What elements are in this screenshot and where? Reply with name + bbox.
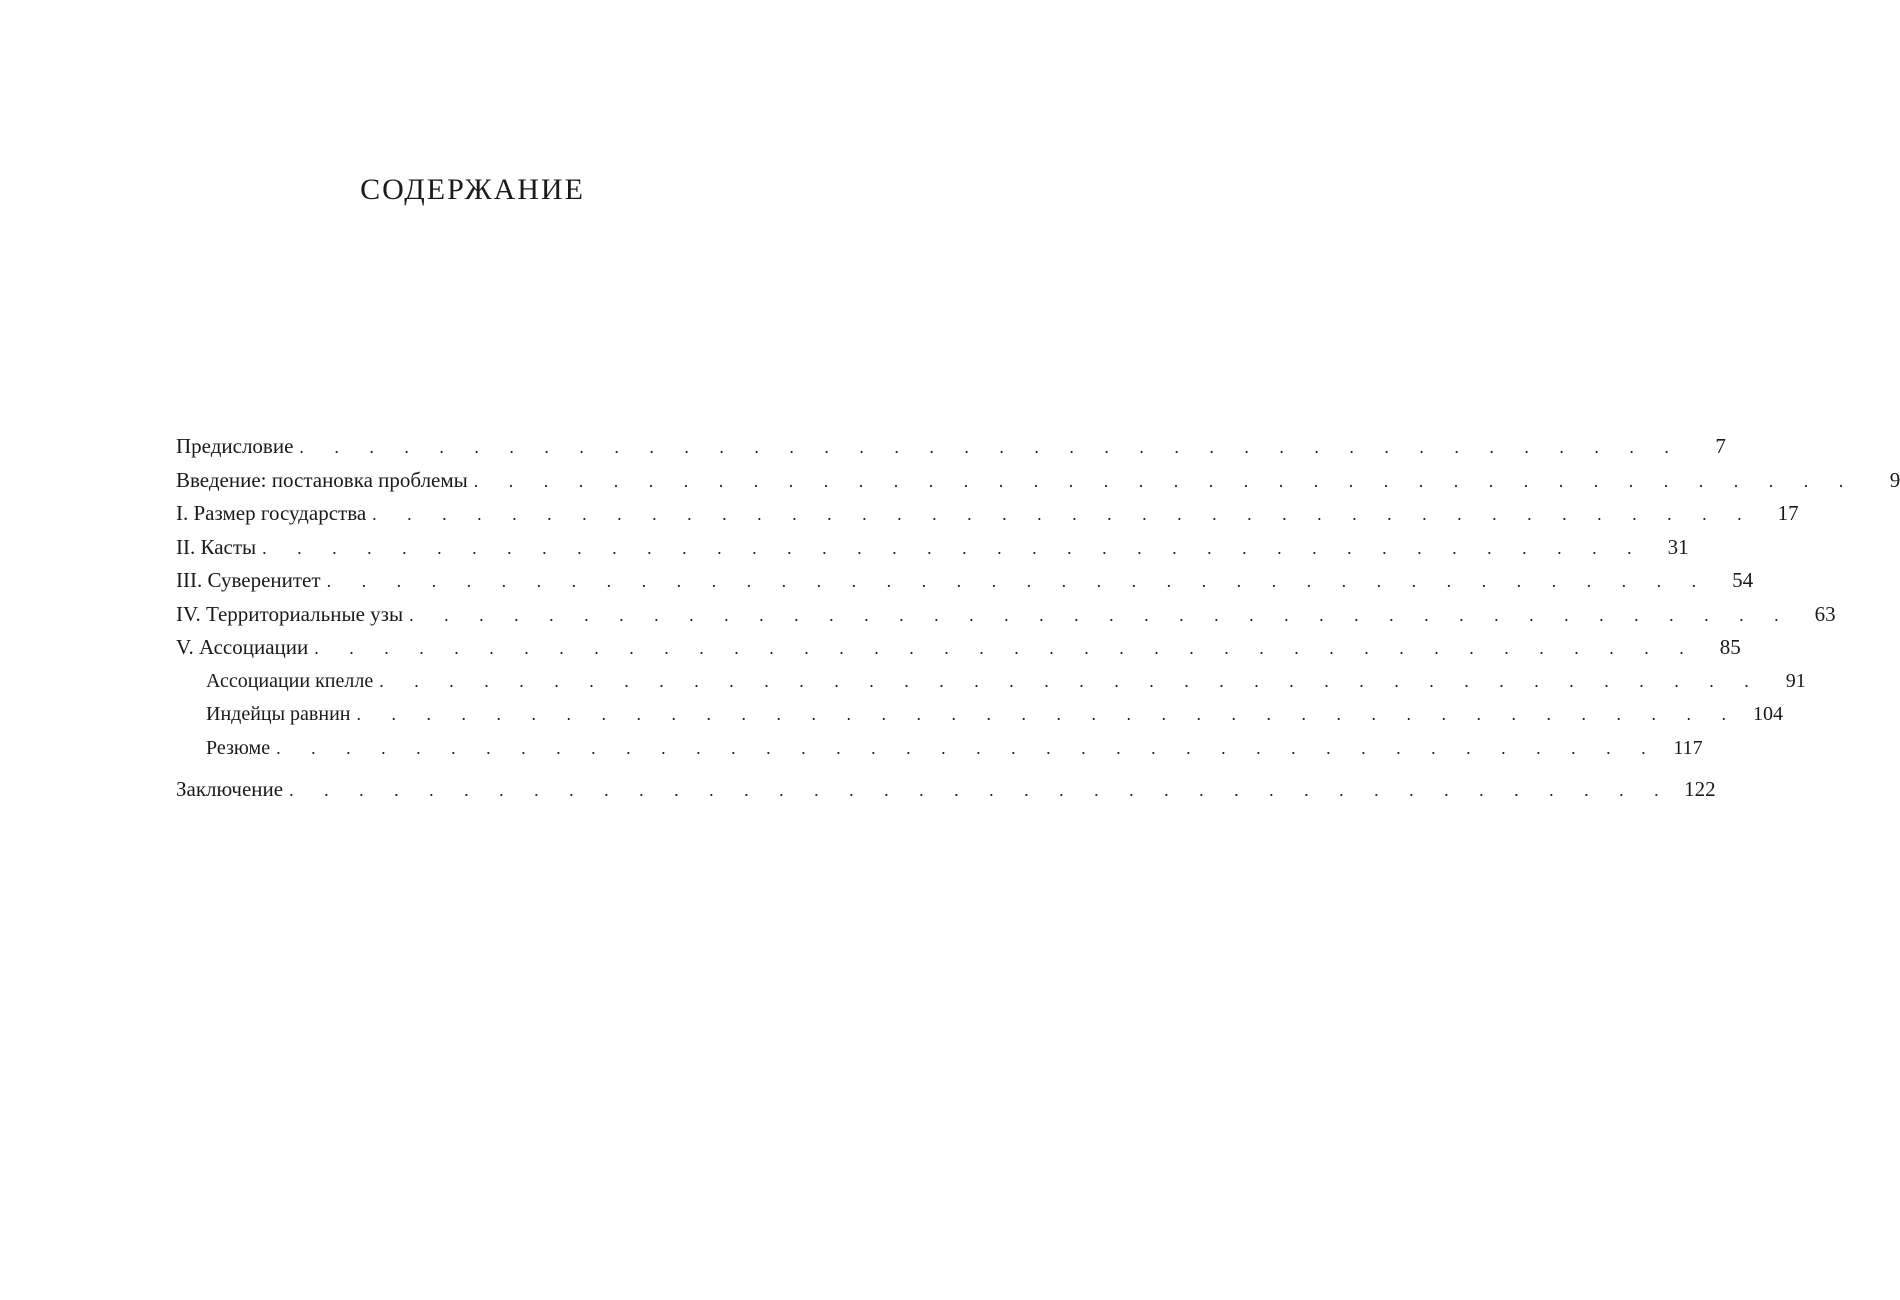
- toc-dot-leader: . . . . . . . . . . . . . . . . . . . . . . . . . . . . . . . . . . . . . . . .: [276, 737, 1659, 758]
- toc-subentry-page: 117: [1673, 736, 1703, 759]
- toc-entry-page: 17: [1777, 501, 1799, 525]
- page-title: СОДЕРЖАНИЕ: [360, 173, 585, 206]
- toc-dot-leader: . . . . . . . . . . . . . . . . . . . . . . . . . . . . . . . . . . . . . . . .: [372, 504, 1755, 524]
- toc-dot-leader: . . . . . . . . . . . . . . . . . . . . . . . . . . . . . . . . . . . . . . . .: [262, 537, 1645, 558]
- toc-entry: [176, 430, 1726, 464]
- toc-dot-leader: . . . . . . . . . . . . . . . . . . . . . . . . . . . . . . . . . . . . . . . .: [409, 604, 1792, 625]
- toc-entry: [176, 464, 1900, 498]
- toc-subentry: [176, 665, 1806, 699]
- toc-subentry-label: Резюме: [206, 736, 271, 759]
- toc-entry: [176, 497, 1799, 531]
- toc-subentry-label: Индейцы равнин: [206, 703, 351, 725]
- toc-dot-leader: . . . . . . . . . . . . . . . . . . . . . . . . . . . . . . . . . . . . . . . .: [326, 571, 1710, 591]
- toc-entry: [176, 564, 1754, 598]
- toc-dot-leader: . . . . . . . . . . . . . . . . . . . . . . . . . . . . . . . . . . . . . . . .: [379, 670, 1762, 691]
- toc-entry-page: 63: [1814, 601, 1836, 626]
- toc-entry-page: 85: [1719, 635, 1741, 659]
- toc-entry-page: 31: [1667, 534, 1689, 559]
- toc-entry-page: 9: [1889, 467, 1900, 492]
- toc-subentry: [176, 732, 1703, 766]
- toc-entry-label: Введение: постановка проблемы: [176, 467, 468, 492]
- toc-entry-page: 7: [1715, 434, 1726, 458]
- toc-entry-label: II. Касты: [176, 534, 257, 559]
- toc-entry-label: III. Суверенитет: [176, 568, 321, 592]
- toc-dot-leader: . . . . . . . . . . . . . . . . . . . . . . . . . . . . . . . . . . . . . . . .: [299, 437, 1682, 457]
- toc-entry: [176, 773, 1716, 807]
- toc-entry-label: Заключение: [176, 777, 284, 801]
- toc-entry: [176, 531, 1689, 565]
- toc-dot-leader: . . . . . . . . . . . . . . . . . . . . . . . . . . . . . . . . . . . . . . . .: [356, 704, 1739, 724]
- toc-subentry-label: Ассоциации кпелле: [206, 669, 374, 692]
- toc-entry-page: 122: [1684, 777, 1716, 801]
- toc-entry-page: 54: [1732, 568, 1754, 592]
- toc-subentry-page: 104: [1752, 703, 1783, 725]
- toc-entry-label: IV. Территориальные узы: [176, 601, 404, 626]
- toc-entry-label: I. Размер государства: [176, 501, 367, 525]
- toc-subentry: [176, 698, 1783, 732]
- toc-dot-leader: . . . . . . . . . . . . . . . . . . . . . . . . . . . . . . . . . . . . . . . .: [289, 780, 1672, 800]
- table-of-contents: [176, 430, 1900, 807]
- toc-entry-label: Предисловие: [176, 434, 294, 458]
- toc-entry-label: V. Ассоциации: [176, 635, 309, 659]
- toc-entry: [176, 631, 1741, 665]
- toc-dot-leader: . . . . . . . . . . . . . . . . . . . . . . . . . . . . . . . . . . . . . . . .: [314, 638, 1697, 658]
- toc-dot-leader: . . . . . . . . . . . . . . . . . . . . . . . . . . . . . . . . . . . . . . . .: [473, 470, 1857, 491]
- toc-entry: [176, 598, 1836, 632]
- toc-subentry-page: 91: [1785, 669, 1806, 692]
